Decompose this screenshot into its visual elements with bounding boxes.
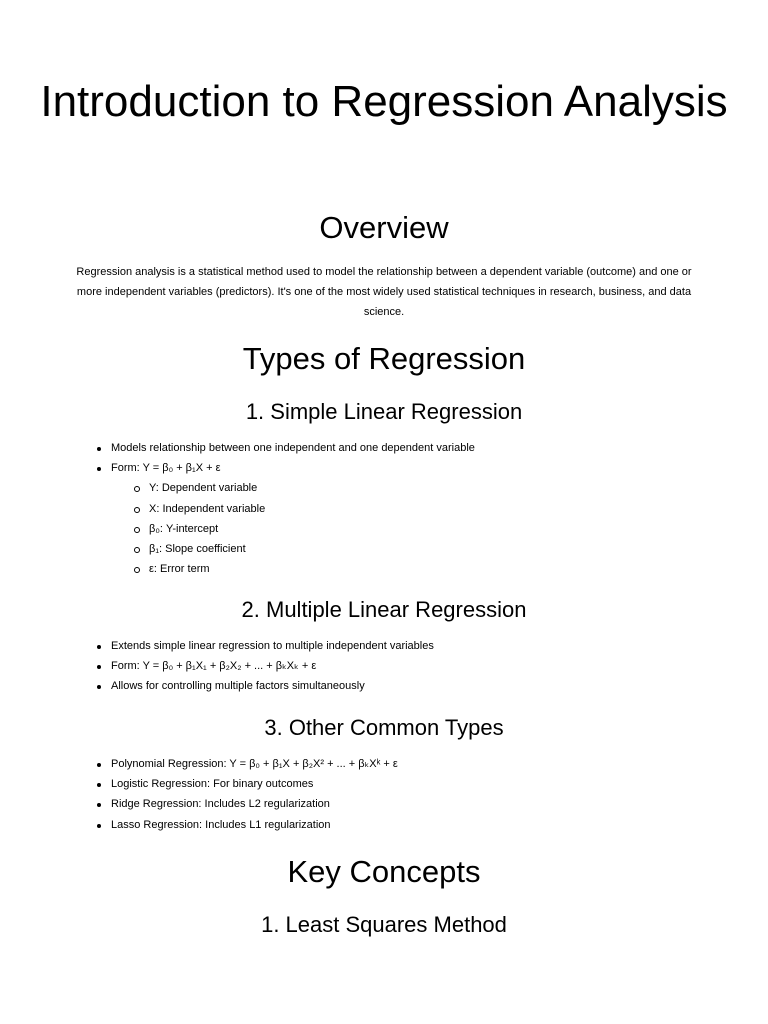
sub-list-item: ε: Error term	[0, 559, 768, 579]
section-heading-types: Types of Regression	[242, 341, 526, 376]
list-item: Allows for controlling multiple factors simultaneously	[0, 676, 768, 696]
sub-list-item: β₀: Y-intercept	[0, 519, 768, 539]
list-item: Polynomial Regression: Y = β₀ + β₁X + β₂X² + ... + βₖXᵏ + ε	[0, 754, 768, 774]
sub-list-item: Y: Dependent variable	[0, 478, 768, 498]
list-item: Lasso Regression: Includes L1 regularization	[0, 815, 768, 835]
subheading-simple-linear: 1. Simple Linear Regression	[245, 399, 523, 424]
subheading-multiple-linear: 2. Multiple Linear Regression	[241, 597, 527, 622]
section-heading-overview: Overview	[319, 210, 449, 245]
list-item: Models relationship between one independent and one dependent variable	[0, 438, 768, 458]
list-item: Form: Y = β₀ + β₁X₁ + β₂X₂ + ... + βₖXₖ + ε	[0, 656, 768, 676]
list-item: Logistic Regression: For binary outcomes	[0, 774, 768, 794]
overview-paragraph: Regression analysis is a statistical method used to model the relationship between a dependent variable (outcome) and one or more independent variables (predictors). It's one of the most widely used statistical techniques in research, business, and data science.	[76, 266, 692, 318]
sub-list-item: β₁: Slope coefficient	[0, 539, 768, 559]
list-item: Extends simple linear regression to multiple independent variables	[0, 636, 768, 656]
list-item: Ridge Regression: Includes L2 regularization	[0, 794, 768, 814]
other-types-list	[0, 754, 768, 835]
list-item: Form: Y = β₀ + β₁X + ε	[0, 458, 768, 478]
section-heading-key-concepts: Key Concepts	[287, 854, 481, 889]
subheading-least-squares: 1. Least Squares Method	[261, 912, 507, 937]
page-title: Introduction to Regression Analysis	[40, 77, 728, 126]
subheading-other-types: 3. Other Common Types	[264, 715, 504, 740]
sub-list-item: X: Independent variable	[0, 499, 768, 519]
simple-linear-list	[0, 438, 768, 579]
multiple-linear-list	[0, 636, 768, 697]
